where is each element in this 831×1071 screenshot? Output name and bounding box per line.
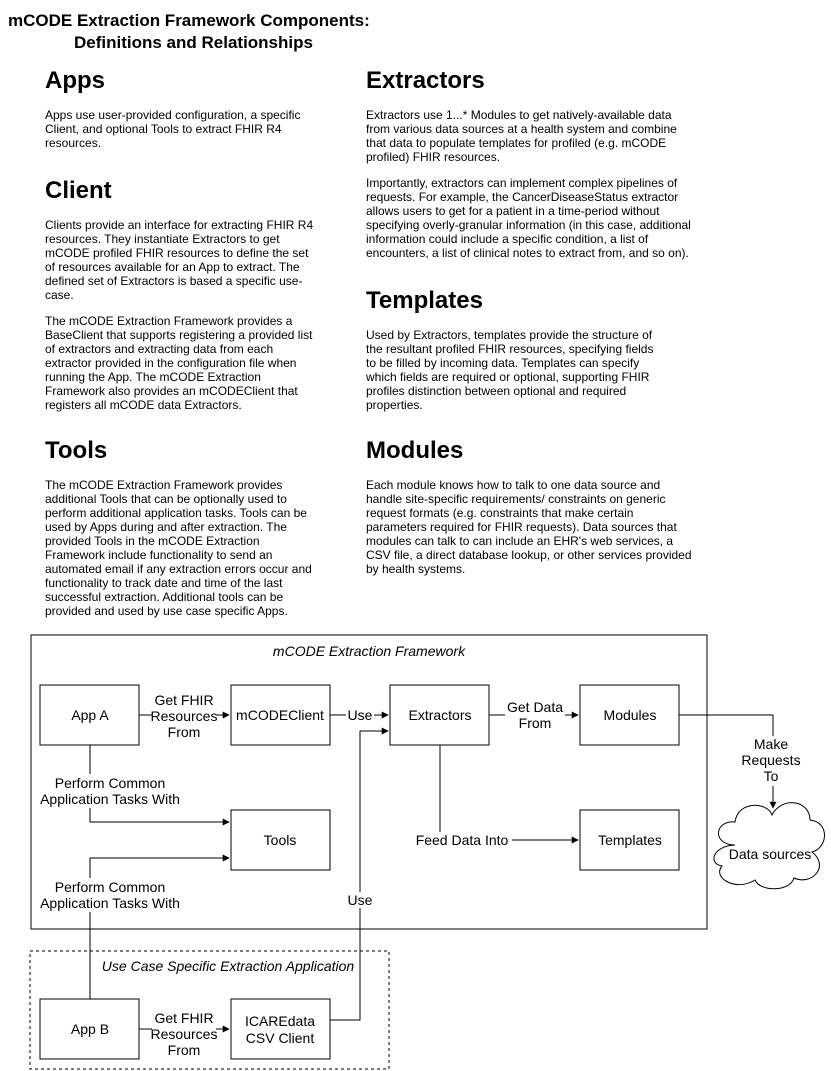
mcode-client-label: mCODEClient [236, 707, 324, 723]
extractors-label: Extractors [408, 707, 472, 723]
templates-label: Templates [598, 832, 662, 848]
client-text-2: The mCODE Extraction Framework provides a BaseClient that supports registering a provided list of extractors and extracting data from each extractor provided in the configuration file when running the App. The mCODE Extraction Framework also provides an mCODEClient that registers all mCODE data Extractors. [45, 314, 313, 412]
get-fhir-a-1: Get FHIR [154, 692, 214, 708]
get-data-from-2: From [518, 715, 552, 731]
icare-client-label-2: CSV Client [245, 1030, 315, 1046]
extractors-text-2: Importantly, extractors can implement complex pipelines of requests. For example, the CancerDiseaseStatus extractor allows users to get for a patient in a time-period without specifying overly-granular information (in this case, additional information could include a specific condition, a list of encounters, a list of clinical notes to extract from, and so on). [366, 176, 691, 260]
apps-heading: Apps [45, 67, 105, 94]
get-fhir-b-2: Resources [150, 1026, 218, 1042]
templates-heading: Templates [366, 287, 483, 314]
templates-text: Used by Extractors, templates provide the structure of the resultant profiled FHIR resources, specifying fields to be filled by incoming data. Templates can specify which fields are required or optional, supporting FHIR profiles distinction between optional and required properties. [366, 328, 654, 412]
edge-icare-to-extractors [330, 731, 388, 1020]
icare-client-box [231, 999, 330, 1059]
use-label-1: Use [347, 707, 373, 723]
client-text-1: Clients provide an interface for extracting FHIR R4 resources. They instantiate Extractors to get mCODE profiled FHIR resources to define the set of resources available for an App to extract. The defined set of Extractors is based a specific use-case. [45, 218, 314, 302]
make-requests-3: To [763, 768, 779, 784]
title-line-1: mCODE Extraction Framework Components: [8, 11, 370, 30]
perform-b-1: Perform Common [54, 879, 166, 895]
title-line-2: Definitions and Relationships [74, 33, 313, 52]
extractors-heading: Extractors [366, 67, 485, 94]
get-fhir-a-3: From [167, 724, 201, 740]
usecase-label: Use Case Specific Extraction Application [101, 958, 355, 974]
perform-b-2: Application Tasks With [40, 895, 180, 911]
get-fhir-b-1: Get FHIR [154, 1010, 214, 1026]
framework-label: mCODE Extraction Framework [272, 643, 466, 659]
get-fhir-b-3: From [167, 1042, 201, 1058]
make-requests-1: Make [753, 736, 789, 752]
modules-label: Modules [603, 707, 657, 723]
perform-a-2: Application Tasks With [40, 791, 180, 807]
tools-text: The mCODE Extraction Framework provides additional Tools that can be optionally used to perform additional application tasks. Tools can be used by Apps during and after extraction. The provided Tools in the mCODE Extraction Framework include functionality to send an automated email if any extraction errors occur and functionality to track date and time of the last successful extraction. Additional tools can be provided and used by use case specific Apps. [45, 478, 312, 618]
get-fhir-a-2: Resources [150, 708, 218, 724]
perform-a-1: Perform Common [54, 775, 166, 791]
data-sources-label: Data sources [728, 846, 812, 862]
use-label-2: Use [347, 892, 373, 908]
modules-text: Each module knows how to talk to one data source and handle site-specific requirements/ constraints on generic request formats (e.g. constraints that make certain parameters required for FHIR requests). Data sources that modules can talk to can include an EHR's web services, a CSV file, a direct database lookup, or other services provided by health systems. [366, 478, 692, 576]
app-a-label: App A [71, 707, 109, 723]
edge-extractors-to-templates [440, 745, 578, 840]
tools-label: Tools [263, 832, 297, 848]
get-data-from-1: Get Data [506, 699, 564, 715]
app-b-label: App B [70, 1021, 110, 1037]
tools-heading: Tools [45, 437, 108, 464]
extractors-text-1: Extractors use 1...* Modules to get natively-available data from various data sources at a health system and combine that data to populate templates for profiled (e.g. mCODE profiled) FHIR resources. [366, 108, 677, 164]
apps-text: Apps use user-provided configuration, a specific Client, and optional Tools to extract FHIR R4 resources. [45, 108, 301, 150]
make-requests-2: Requests [741, 752, 801, 768]
client-heading: Client [45, 177, 112, 204]
icare-client-label-1: ICAREdata [244, 1013, 316, 1029]
feed-data-into: Feed Data Into [415, 832, 509, 848]
modules-heading: Modules [366, 437, 464, 464]
